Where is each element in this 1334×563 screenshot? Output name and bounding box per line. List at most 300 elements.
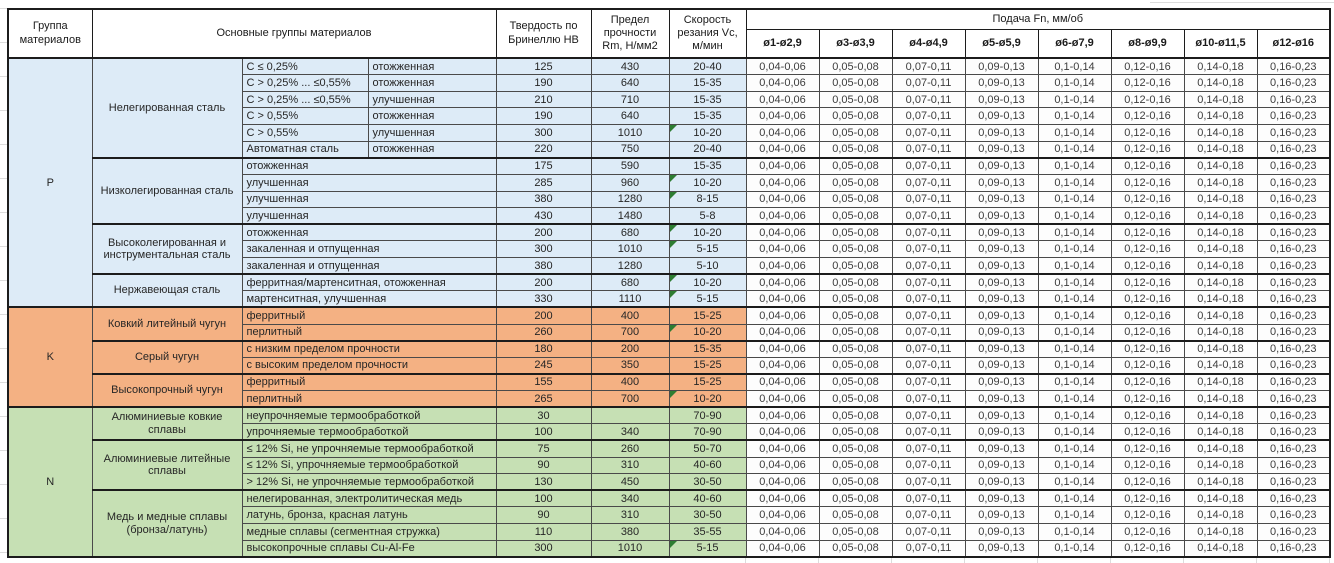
material-desc-cell: ≤ 12% Si, не упрочняемые термообработкой	[242, 440, 496, 457]
feed-value-cell: 0,05-0,08	[819, 75, 892, 92]
feed-value-cell: 0,1-0,14	[1038, 391, 1111, 408]
machining-data-table	[7, 8, 1331, 558]
material-desc-cell: > 12% Si, не упрочняемые термообработкой	[242, 474, 496, 491]
feed-value-cell: 0,12-0,16	[1111, 507, 1184, 524]
feed-value-cell: 0,04-0,06	[746, 141, 819, 158]
cutting-speed-cell: 20-40	[669, 58, 746, 75]
feed-value-cell: 0,12-0,16	[1111, 208, 1184, 225]
feed-value-cell: 0,04-0,06	[746, 490, 819, 507]
cutting-speed-cell: 5-8	[669, 208, 746, 225]
feed-value-cell: 0,04-0,06	[746, 191, 819, 208]
feed-value-cell: 0,04-0,06	[746, 424, 819, 441]
feed-value-cell: 0,16-0,23	[1257, 457, 1330, 474]
strength-cell: 960	[591, 174, 669, 191]
hardness-cell: 130	[496, 474, 591, 491]
subgroup-name-cell: Высокопрочный чугун	[92, 374, 242, 407]
feed-value-cell: 0,09-0,13	[965, 474, 1038, 491]
gridline	[818, 558, 819, 563]
feed-value-cell: 0,07-0,11	[892, 158, 965, 175]
feed-value-cell: 0,12-0,16	[1111, 391, 1184, 408]
table-row	[8, 307, 1330, 324]
cutting-speed-cell: 40-60	[669, 457, 746, 474]
cutting-speed-cell: 10-20	[669, 125, 746, 142]
material-desc-cell: C > 0,25% ... ≤0,55%	[242, 91, 368, 108]
strength-cell: 640	[591, 75, 669, 92]
feed-value-cell: 0,09-0,13	[965, 224, 1038, 241]
feed-value-cell: 0,1-0,14	[1038, 374, 1111, 391]
feed-value-cell: 0,04-0,06	[746, 474, 819, 491]
hardness-cell: 200	[496, 307, 591, 324]
cell-error-indicator-icon	[670, 291, 677, 298]
material-desc-cell: неупрочняемые термообработкой	[242, 407, 496, 424]
header-main-groups: Основные группы материалов	[92, 9, 496, 58]
hardness-cell: 155	[496, 374, 591, 391]
feed-value-cell: 0,16-0,23	[1257, 324, 1330, 341]
table-row	[8, 158, 1330, 175]
feed-value-cell: 0,12-0,16	[1111, 125, 1184, 142]
header-dia-2: ø3-ø3,9	[819, 29, 892, 58]
material-desc-cell: улучшенная	[242, 208, 496, 225]
strength-cell: 1010	[591, 540, 669, 557]
feed-value-cell: 0,14-0,18	[1184, 224, 1257, 241]
table-row	[8, 490, 1330, 507]
feed-value-cell: 0,12-0,16	[1111, 241, 1184, 258]
feed-value-cell: 0,04-0,06	[746, 324, 819, 341]
cell-error-indicator-icon	[670, 241, 677, 248]
feed-value-cell: 0,07-0,11	[892, 374, 965, 391]
hardness-cell: 125	[496, 58, 591, 75]
hardness-cell: 260	[496, 324, 591, 341]
feed-value-cell: 0,05-0,08	[819, 407, 892, 424]
feed-value-cell: 0,09-0,13	[965, 457, 1038, 474]
feed-value-cell: 0,04-0,06	[746, 291, 819, 308]
table-row	[8, 274, 1330, 291]
material-state-cell: отожженная	[368, 141, 496, 158]
feed-value-cell: 0,09-0,13	[965, 391, 1038, 408]
feed-value-cell: 0,16-0,23	[1257, 75, 1330, 92]
feed-value-cell: 0,05-0,08	[819, 324, 892, 341]
feed-value-cell: 0,04-0,06	[746, 457, 819, 474]
feed-value-cell: 0,14-0,18	[1184, 91, 1257, 108]
feed-value-cell: 0,1-0,14	[1038, 424, 1111, 441]
header-dia-4: ø5-ø5,9	[965, 29, 1038, 58]
feed-value-cell: 0,16-0,23	[1257, 125, 1330, 142]
feed-value-cell: 0,04-0,06	[746, 357, 819, 374]
hardness-cell: 380	[496, 191, 591, 208]
feed-value-cell: 0,12-0,16	[1111, 91, 1184, 108]
feed-value-cell: 0,14-0,18	[1184, 158, 1257, 175]
feed-value-cell: 0,07-0,11	[892, 108, 965, 125]
feed-value-cell: 0,14-0,18	[1184, 391, 1257, 408]
header-dia-1: ø1-ø2,9	[746, 29, 819, 58]
feed-value-cell: 0,07-0,11	[892, 524, 965, 541]
material-group-cell: K	[8, 307, 92, 407]
feed-value-cell: 0,04-0,06	[746, 307, 819, 324]
feed-value-cell: 0,16-0,23	[1257, 174, 1330, 191]
feed-value-cell: 0,04-0,06	[746, 224, 819, 241]
material-desc-cell: латунь, бронза, красная латунь	[242, 507, 496, 524]
hardness-cell: 300	[496, 241, 591, 258]
material-state-cell: отожженная	[368, 108, 496, 125]
feed-value-cell: 0,1-0,14	[1038, 141, 1111, 158]
gridline	[0, 484, 7, 485]
feed-value-cell: 0,1-0,14	[1038, 307, 1111, 324]
gridline	[0, 42, 7, 43]
feed-value-cell: 0,14-0,18	[1184, 291, 1257, 308]
cutting-speed-cell: 70-90	[669, 407, 746, 424]
gridline	[1037, 558, 1038, 563]
feed-value-cell: 0,05-0,08	[819, 274, 892, 291]
cutting-speed-cell: 35-55	[669, 524, 746, 541]
cell-error-indicator-icon	[670, 275, 677, 282]
material-state-cell: отожженная	[368, 75, 496, 92]
hardness-cell: 200	[496, 224, 591, 241]
material-desc-cell: Автоматная сталь	[242, 141, 368, 158]
feed-value-cell: 0,09-0,13	[965, 440, 1038, 457]
strength-cell: 680	[591, 274, 669, 291]
material-desc-cell: ферритный	[242, 374, 496, 391]
feed-value-cell: 0,1-0,14	[1038, 75, 1111, 92]
feed-value-cell: 0,05-0,08	[819, 141, 892, 158]
material-desc-cell: перлитный	[242, 324, 496, 341]
feed-value-cell: 0,14-0,18	[1184, 424, 1257, 441]
feed-value-cell: 0,16-0,23	[1257, 258, 1330, 275]
feed-value-cell: 0,14-0,18	[1184, 241, 1257, 258]
feed-value-cell: 0,05-0,08	[819, 524, 892, 541]
header-row-top	[8, 9, 1330, 29]
gridline	[891, 558, 892, 563]
feed-value-cell: 0,05-0,08	[819, 291, 892, 308]
cutting-speed-cell: 15-35	[669, 341, 746, 358]
gridline	[0, 518, 7, 519]
material-desc-cell: перлитный	[242, 391, 496, 408]
strength-cell: 310	[591, 457, 669, 474]
header-dia-7: ø10-ø11,5	[1184, 29, 1257, 58]
feed-value-cell: 0,09-0,13	[965, 91, 1038, 108]
feed-value-cell: 0,12-0,16	[1111, 75, 1184, 92]
feed-value-cell: 0,05-0,08	[819, 474, 892, 491]
material-desc-cell: отожженная	[242, 224, 496, 241]
gridline	[0, 110, 7, 111]
table-header	[8, 9, 1330, 58]
hardness-cell: 285	[496, 174, 591, 191]
cutting-speed-cell: 15-35	[669, 91, 746, 108]
header-dia-6: ø8-ø9,9	[1111, 29, 1184, 58]
feed-value-cell: 0,07-0,11	[892, 208, 965, 225]
strength-cell: 1280	[591, 191, 669, 208]
feed-value-cell: 0,04-0,06	[746, 208, 819, 225]
strength-cell: 710	[591, 91, 669, 108]
feed-value-cell: 0,09-0,13	[965, 424, 1038, 441]
feed-value-cell: 0,05-0,08	[819, 191, 892, 208]
feed-value-cell: 0,16-0,23	[1257, 208, 1330, 225]
cutting-speed-cell: 10-20	[669, 324, 746, 341]
strength-cell: 700	[591, 391, 669, 408]
feed-value-cell: 0,14-0,18	[1184, 274, 1257, 291]
feed-value-cell: 0,1-0,14	[1038, 440, 1111, 457]
feed-value-cell: 0,07-0,11	[892, 357, 965, 374]
feed-value-cell: 0,16-0,23	[1257, 224, 1330, 241]
feed-value-cell: 0,12-0,16	[1111, 457, 1184, 474]
cutting-speed-cell: 20-40	[669, 141, 746, 158]
feed-value-cell: 0,09-0,13	[965, 507, 1038, 524]
cutting-speed-cell: 40-60	[669, 490, 746, 507]
hardness-cell: 200	[496, 274, 591, 291]
strength-cell: 400	[591, 374, 669, 391]
feed-value-cell: 0,14-0,18	[1184, 75, 1257, 92]
feed-value-cell: 0,14-0,18	[1184, 407, 1257, 424]
material-group-cell: P	[8, 58, 92, 307]
feed-value-cell: 0,07-0,11	[892, 307, 965, 324]
feed-value-cell: 0,14-0,18	[1184, 440, 1257, 457]
hardness-cell: 90	[496, 457, 591, 474]
subgroup-name-cell: Ковкий литейный чугун	[92, 307, 242, 340]
feed-value-cell: 0,16-0,23	[1257, 440, 1330, 457]
table-row	[8, 58, 1330, 75]
strength-cell: 750	[591, 141, 669, 158]
subgroup-name-cell: Низколегированная сталь	[92, 158, 242, 225]
feed-value-cell: 0,16-0,23	[1257, 374, 1330, 391]
feed-value-cell: 0,14-0,18	[1184, 507, 1257, 524]
feed-value-cell: 0,09-0,13	[965, 158, 1038, 175]
strength-cell: 680	[591, 224, 669, 241]
feed-value-cell: 0,05-0,08	[819, 357, 892, 374]
feed-value-cell: 0,04-0,06	[746, 108, 819, 125]
cutting-speed-cell: 15-25	[669, 357, 746, 374]
hardness-cell: 265	[496, 391, 591, 408]
feed-value-cell: 0,05-0,08	[819, 540, 892, 557]
subgroup-name-cell: Алюминиевые ковкие сплавы	[92, 407, 242, 440]
feed-value-cell: 0,12-0,16	[1111, 158, 1184, 175]
feed-value-cell: 0,05-0,08	[819, 174, 892, 191]
feed-value-cell: 0,14-0,18	[1184, 457, 1257, 474]
feed-value-cell: 0,14-0,18	[1184, 357, 1257, 374]
feed-value-cell: 0,07-0,11	[892, 341, 965, 358]
feed-value-cell: 0,07-0,11	[892, 274, 965, 291]
strength-cell: 430	[591, 58, 669, 75]
header-dia-5: ø6-ø7,9	[1038, 29, 1111, 58]
hardness-cell: 430	[496, 208, 591, 225]
feed-value-cell: 0,12-0,16	[1111, 440, 1184, 457]
feed-value-cell: 0,16-0,23	[1257, 391, 1330, 408]
table-body	[8, 58, 1330, 557]
feed-value-cell: 0,12-0,16	[1111, 258, 1184, 275]
feed-value-cell: 0,07-0,11	[892, 241, 965, 258]
strength-cell: 1010	[591, 241, 669, 258]
feed-value-cell: 0,07-0,11	[892, 191, 965, 208]
cutting-speed-cell: 5-10	[669, 258, 746, 275]
gridline	[1110, 558, 1111, 563]
table-row	[8, 374, 1330, 391]
strength-cell: 1480	[591, 208, 669, 225]
feed-value-cell: 0,1-0,14	[1038, 174, 1111, 191]
gridline	[0, 212, 7, 213]
feed-value-cell: 0,07-0,11	[892, 540, 965, 557]
strength-cell: 1280	[591, 258, 669, 275]
cutting-speed-cell: 5-15	[669, 241, 746, 258]
feed-value-cell: 0,09-0,13	[965, 141, 1038, 158]
feed-value-cell: 0,16-0,23	[1257, 474, 1330, 491]
gridline	[0, 552, 7, 553]
material-desc-cell: закаленная и отпущенная	[242, 241, 496, 258]
hardness-cell: 100	[496, 490, 591, 507]
strength-cell: 1010	[591, 125, 669, 142]
feed-value-cell: 0,04-0,06	[746, 341, 819, 358]
feed-value-cell: 0,05-0,08	[819, 91, 892, 108]
feed-value-cell: 0,16-0,23	[1257, 407, 1330, 424]
feed-value-cell: 0,12-0,16	[1111, 540, 1184, 557]
feed-value-cell: 0,09-0,13	[965, 357, 1038, 374]
hardness-cell: 210	[496, 91, 591, 108]
cutting-speed-cell: 10-20	[669, 224, 746, 241]
feed-value-cell: 0,12-0,16	[1111, 291, 1184, 308]
strength-cell: 700	[591, 324, 669, 341]
feed-value-cell: 0,09-0,13	[965, 540, 1038, 557]
material-desc-cell: мартенситная, улучшенная	[242, 291, 496, 308]
feed-value-cell: 0,05-0,08	[819, 158, 892, 175]
cell-error-indicator-icon	[670, 225, 677, 232]
cutting-speed-cell: 30-50	[669, 507, 746, 524]
strength-cell: 340	[591, 490, 669, 507]
feed-value-cell: 0,16-0,23	[1257, 291, 1330, 308]
feed-value-cell: 0,04-0,06	[746, 507, 819, 524]
feed-value-cell: 0,1-0,14	[1038, 407, 1111, 424]
cutting-speed-cell: 10-20	[669, 174, 746, 191]
subgroup-name-cell: Алюминиевые литейные сплавы	[92, 440, 242, 490]
table-row	[8, 407, 1330, 424]
gridline	[0, 348, 7, 349]
feed-value-cell: 0,09-0,13	[965, 307, 1038, 324]
strength-cell: 200	[591, 341, 669, 358]
feed-value-cell: 0,16-0,23	[1257, 91, 1330, 108]
hardness-cell: 380	[496, 258, 591, 275]
feed-value-cell: 0,12-0,16	[1111, 474, 1184, 491]
strength-cell: 400	[591, 307, 669, 324]
feed-value-cell: 0,09-0,13	[965, 174, 1038, 191]
strength-cell: 640	[591, 108, 669, 125]
feed-value-cell: 0,05-0,08	[819, 58, 892, 75]
feed-value-cell: 0,16-0,23	[1257, 241, 1330, 258]
feed-value-cell: 0,1-0,14	[1038, 524, 1111, 541]
feed-value-cell: 0,07-0,11	[892, 407, 965, 424]
feed-value-cell: 0,14-0,18	[1184, 191, 1257, 208]
cutting-speed-cell: 15-35	[669, 75, 746, 92]
feed-value-cell: 0,1-0,14	[1038, 241, 1111, 258]
hardness-cell: 300	[496, 125, 591, 142]
feed-value-cell: 0,05-0,08	[819, 391, 892, 408]
feed-value-cell: 0,16-0,23	[1257, 507, 1330, 524]
feed-value-cell: 0,16-0,23	[1257, 490, 1330, 507]
gridline	[0, 8, 7, 9]
feed-value-cell: 0,04-0,06	[746, 75, 819, 92]
hardness-cell: 175	[496, 158, 591, 175]
feed-value-cell: 0,07-0,11	[892, 224, 965, 241]
feed-value-cell: 0,14-0,18	[1184, 208, 1257, 225]
feed-value-cell: 0,1-0,14	[1038, 58, 1111, 75]
feed-value-cell: 0,09-0,13	[965, 75, 1038, 92]
feed-value-cell: 0,05-0,08	[819, 258, 892, 275]
material-desc-cell: с высоким пределом прочности	[242, 357, 496, 374]
cell-error-indicator-icon	[670, 391, 677, 398]
material-desc-cell: с низким пределом прочности	[242, 341, 496, 358]
feed-value-cell: 0,12-0,16	[1111, 108, 1184, 125]
material-desc-cell: улучшенная	[242, 191, 496, 208]
feed-value-cell: 0,12-0,16	[1111, 407, 1184, 424]
feed-value-cell: 0,05-0,08	[819, 224, 892, 241]
feed-value-cell: 0,07-0,11	[892, 91, 965, 108]
feed-value-cell: 0,1-0,14	[1038, 324, 1111, 341]
feed-value-cell: 0,1-0,14	[1038, 258, 1111, 275]
feed-value-cell: 0,1-0,14	[1038, 91, 1111, 108]
feed-value-cell: 0,14-0,18	[1184, 108, 1257, 125]
feed-value-cell: 0,07-0,11	[892, 424, 965, 441]
cutting-speed-cell: 15-25	[669, 307, 746, 324]
feed-value-cell: 0,05-0,08	[819, 457, 892, 474]
feed-value-cell: 0,04-0,06	[746, 241, 819, 258]
material-desc-cell: высокопрочные сплавы Cu-Al-Fe	[242, 540, 496, 557]
feed-value-cell: 0,04-0,06	[746, 258, 819, 275]
feed-value-cell: 0,09-0,13	[965, 274, 1038, 291]
strength-cell: 340	[591, 424, 669, 441]
feed-value-cell: 0,07-0,11	[892, 141, 965, 158]
gridline	[0, 280, 7, 281]
strength-cell: 590	[591, 158, 669, 175]
gridline	[0, 314, 7, 315]
cell-error-indicator-icon	[670, 125, 677, 132]
feed-value-cell: 0,16-0,23	[1257, 274, 1330, 291]
material-desc-cell: медные сплавы (сегментная стружка)	[242, 524, 496, 541]
cell-error-indicator-icon	[670, 192, 677, 199]
strength-cell: 1110	[591, 291, 669, 308]
feed-value-cell: 0,05-0,08	[819, 341, 892, 358]
feed-value-cell: 0,1-0,14	[1038, 291, 1111, 308]
feed-value-cell: 0,1-0,14	[1038, 457, 1111, 474]
hardness-cell: 300	[496, 540, 591, 557]
feed-value-cell: 0,12-0,16	[1111, 374, 1184, 391]
feed-value-cell: 0,09-0,13	[965, 341, 1038, 358]
feed-value-cell: 0,09-0,13	[965, 58, 1038, 75]
feed-value-cell: 0,09-0,13	[965, 191, 1038, 208]
material-desc-cell: нелегированная, электролитическая медь	[242, 490, 496, 507]
feed-value-cell: 0,07-0,11	[892, 474, 965, 491]
strength-cell: 350	[591, 357, 669, 374]
feed-value-cell: 0,05-0,08	[819, 374, 892, 391]
hardness-cell: 75	[496, 440, 591, 457]
feed-value-cell: 0,09-0,13	[965, 208, 1038, 225]
feed-value-cell: 0,07-0,11	[892, 440, 965, 457]
feed-value-cell: 0,16-0,23	[1257, 191, 1330, 208]
feed-value-cell: 0,12-0,16	[1111, 490, 1184, 507]
gridline	[964, 558, 965, 563]
feed-value-cell: 0,07-0,11	[892, 324, 965, 341]
hardness-cell: 90	[496, 507, 591, 524]
material-desc-cell: ≤ 12% Si, упрочняемые термообработкой	[242, 457, 496, 474]
material-group-cell: N	[8, 407, 92, 557]
cutting-speed-cell: 15-35	[669, 108, 746, 125]
feed-value-cell: 0,14-0,18	[1184, 125, 1257, 142]
feed-value-cell: 0,05-0,08	[819, 108, 892, 125]
feed-value-cell: 0,05-0,08	[819, 125, 892, 142]
feed-value-cell: 0,04-0,06	[746, 58, 819, 75]
feed-value-cell: 0,07-0,11	[892, 75, 965, 92]
feed-value-cell: 0,1-0,14	[1038, 158, 1111, 175]
strength-cell: 380	[591, 524, 669, 541]
material-desc-cell: C > 0,55%	[242, 108, 368, 125]
feed-value-cell: 0,1-0,14	[1038, 357, 1111, 374]
feed-value-cell: 0,07-0,11	[892, 490, 965, 507]
feed-value-cell: 0,16-0,23	[1257, 357, 1330, 374]
feed-value-cell: 0,14-0,18	[1184, 524, 1257, 541]
